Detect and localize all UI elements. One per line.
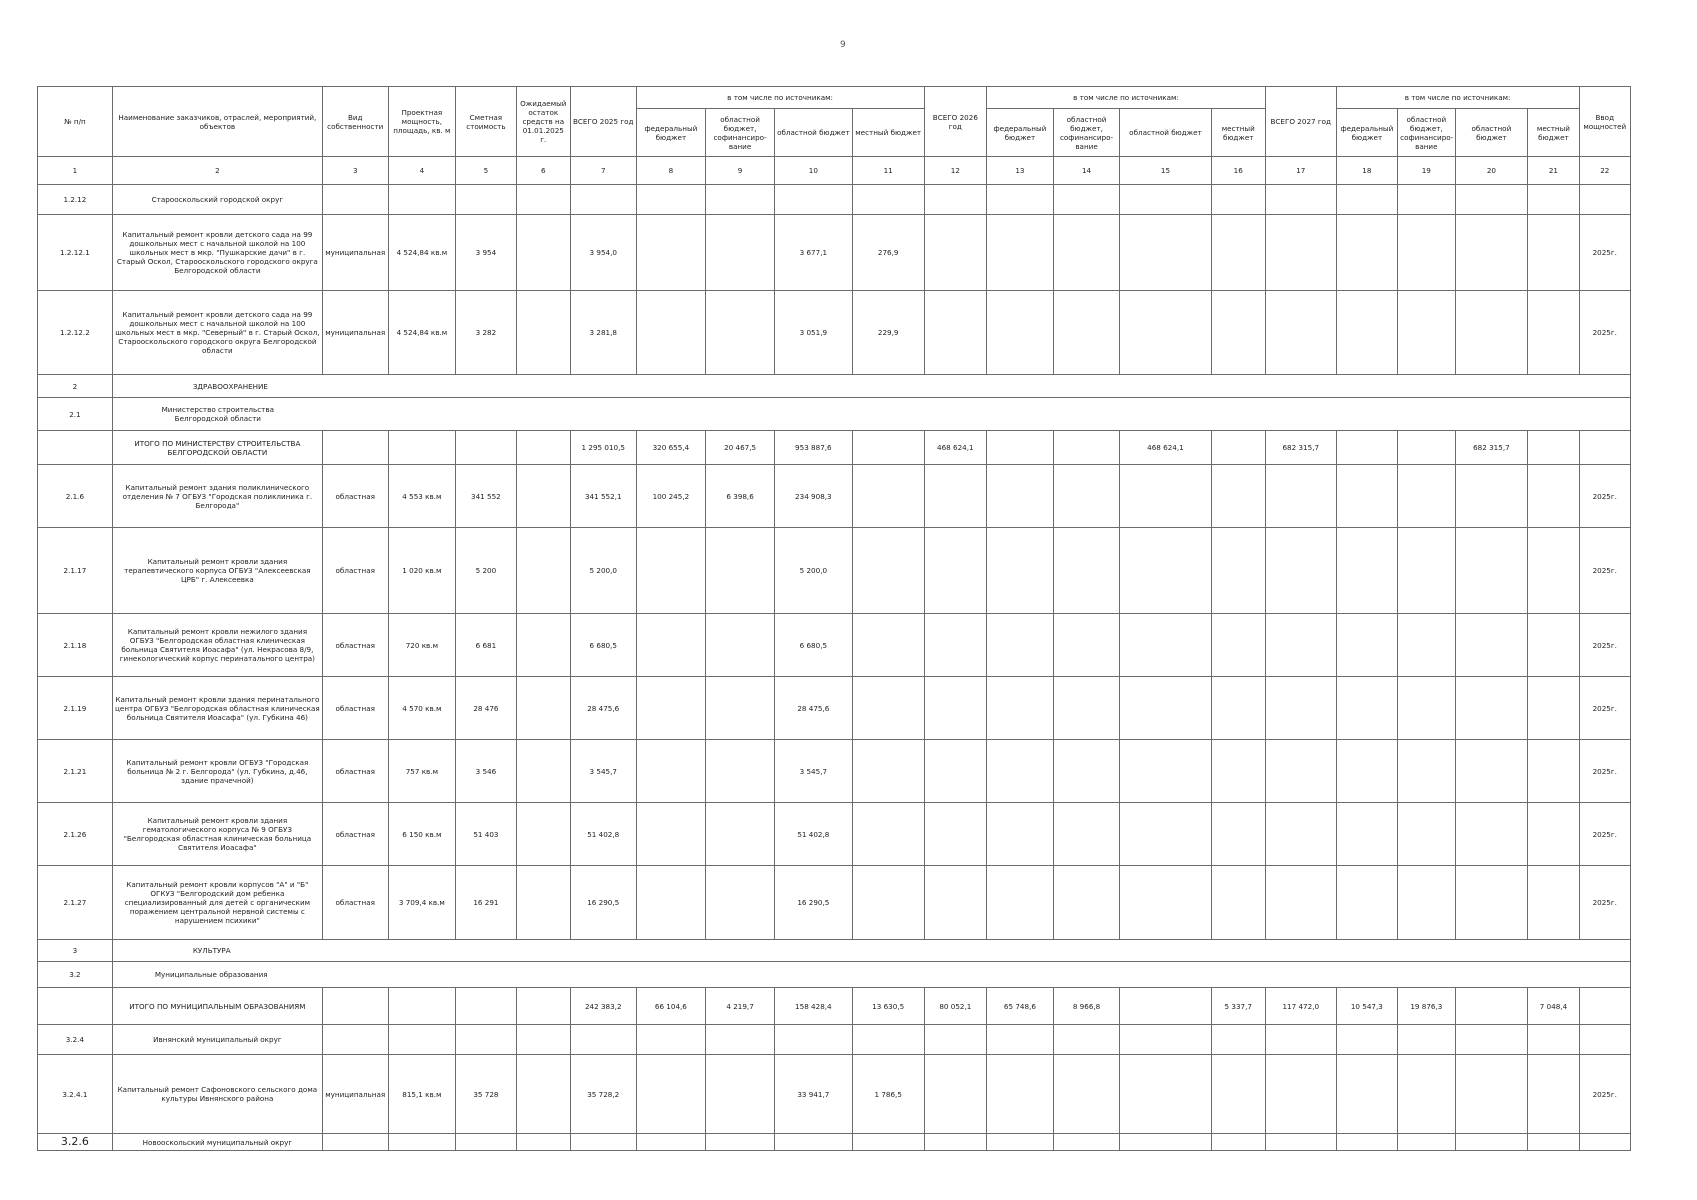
section-title: Новооскольский муниципальный округ bbox=[112, 1134, 322, 1151]
col-head-total-2025: ВСЕГО 2025 год bbox=[570, 87, 636, 157]
regional-2025: 6 680,5 bbox=[774, 614, 852, 677]
estimated-cost: 341 552 bbox=[456, 465, 516, 528]
col-head-local-2025: местный бюджет bbox=[852, 109, 924, 157]
row-number: 3.2.4.1 bbox=[38, 1055, 113, 1134]
total-2026: 468 624,1 bbox=[924, 431, 987, 465]
col-head-cofinancing-2027: областной бюджет, софинансиро-вание bbox=[1398, 109, 1455, 157]
capacity: 4 524,84 кв.м bbox=[388, 215, 456, 291]
total-2025: 35 728,2 bbox=[570, 1055, 636, 1134]
table-row bbox=[38, 677, 1631, 740]
row-number: 1.2.12 bbox=[38, 185, 113, 215]
local-2025: 13 630,5 bbox=[852, 988, 924, 1025]
capacity-input: 2025г. bbox=[1579, 866, 1630, 940]
regional-2027: 682 315,7 bbox=[1455, 431, 1528, 465]
row-number: 2.1.26 bbox=[38, 803, 113, 866]
local-2027: 7 048,4 bbox=[1528, 988, 1579, 1025]
object-name: Капитальный ремонт кровли здания гематологического корпуса № 9 ОГБУЗ "Белгородская областная клиническая больница Святителя Иоасафа" bbox=[112, 803, 322, 866]
table-row bbox=[38, 215, 1631, 291]
col-head-regional-2026: областной бюджет bbox=[1120, 109, 1211, 157]
section-title: Старооскольский городской округ bbox=[112, 185, 322, 215]
column-number: 22 bbox=[1579, 157, 1630, 185]
object-name: Капитальный ремонт кровли ОГБУЗ "Городская больница № 2 г. Белгорода" (ул. Губкина, д.46, здание прачечной) bbox=[112, 740, 322, 803]
capacity: 4 524,84 кв.м bbox=[388, 291, 456, 375]
local-2025: 229,9 bbox=[852, 291, 924, 375]
regional-2025: 953 887,6 bbox=[774, 431, 852, 465]
column-number: 20 bbox=[1455, 157, 1528, 185]
table-row bbox=[38, 528, 1631, 614]
column-number: 5 bbox=[456, 157, 516, 185]
row-number: 2.1.6 bbox=[38, 465, 113, 528]
column-number: 14 bbox=[1053, 157, 1120, 185]
column-number: 19 bbox=[1398, 157, 1455, 185]
estimated-cost: 6 681 bbox=[456, 614, 516, 677]
cofinancing-2025: 20 467,5 bbox=[706, 431, 775, 465]
ownership: областная bbox=[322, 677, 388, 740]
section-row bbox=[38, 940, 1631, 962]
ownership: областная bbox=[322, 465, 388, 528]
column-number: 21 bbox=[1528, 157, 1579, 185]
col-head-capacity-input: Ввод мощностей bbox=[1579, 87, 1630, 157]
table-row bbox=[38, 465, 1631, 528]
estimated-cost: 35 728 bbox=[456, 1055, 516, 1134]
table-row bbox=[38, 803, 1631, 866]
capacity-input: 2025г. bbox=[1579, 614, 1630, 677]
local-2025: 276,9 bbox=[852, 215, 924, 291]
section-row bbox=[38, 375, 1631, 398]
row-number: 2.1.18 bbox=[38, 614, 113, 677]
col-head-regional-2025: областной бюджет bbox=[774, 109, 852, 157]
column-number: 15 bbox=[1120, 157, 1211, 185]
column-number: 3 bbox=[322, 157, 388, 185]
cofinancing-2026: 8 966,8 bbox=[1053, 988, 1120, 1025]
col-head-total-2026: ВСЕГО 2026 год bbox=[924, 87, 987, 157]
column-number: 1 bbox=[38, 157, 113, 185]
col-head-total-2027: ВСЕГО 2027 год bbox=[1265, 87, 1336, 157]
total-2025: 3 281,8 bbox=[570, 291, 636, 375]
column-number: 6 bbox=[516, 157, 570, 185]
column-number: 12 bbox=[924, 157, 987, 185]
row-number: 2.1.17 bbox=[38, 528, 113, 614]
section-title bbox=[112, 398, 1630, 431]
ownership: муниципальная bbox=[322, 1055, 388, 1134]
table-row bbox=[38, 291, 1631, 375]
total-2025: 1 295 010,5 bbox=[570, 431, 636, 465]
table-row bbox=[38, 614, 1631, 677]
section-row bbox=[38, 1134, 1631, 1151]
ownership: областная bbox=[322, 528, 388, 614]
regional-2025: 158 428,4 bbox=[774, 988, 852, 1025]
object-name: Капитальный ремонт кровли корпусов "А" и "Б" ОГКУЗ "Белгородский дом ребенка специализированный для детей с органическим поражением центральной нервной системы с нарушением психики" bbox=[112, 866, 322, 940]
regional-2025: 16 290,5 bbox=[774, 866, 852, 940]
cofinancing-2025: 6 398,6 bbox=[706, 465, 775, 528]
section-title: Ивнянский муниципальный округ bbox=[112, 1025, 322, 1055]
total-2025: 16 290,5 bbox=[570, 866, 636, 940]
col-head-local-2027: местный бюджет bbox=[1528, 109, 1579, 157]
row-number: 2.1.21 bbox=[38, 740, 113, 803]
section-row bbox=[38, 962, 1631, 988]
investment-table bbox=[37, 86, 1631, 1151]
col-head-number: № п/п bbox=[38, 87, 113, 157]
table-row bbox=[38, 866, 1631, 940]
col-head-cofinancing-2025: областной бюджет, софинансиро-вание bbox=[706, 109, 775, 157]
regional-2025: 234 908,3 bbox=[774, 465, 852, 528]
column-number: 18 bbox=[1336, 157, 1398, 185]
regional-2025: 5 200,0 bbox=[774, 528, 852, 614]
column-number: 13 bbox=[987, 157, 1054, 185]
estimated-cost: 3 282 bbox=[456, 291, 516, 375]
estimated-cost: 5 200 bbox=[456, 528, 516, 614]
estimated-cost: 28 476 bbox=[456, 677, 516, 740]
capacity: 3 709,4 кв.м bbox=[388, 866, 456, 940]
section-row bbox=[38, 398, 1631, 431]
capacity-input: 2025г. bbox=[1579, 677, 1630, 740]
total-title: ИТОГО ПО МУНИЦИПАЛЬНЫМ ОБРАЗОВАНИЯМ bbox=[112, 988, 322, 1025]
regional-2025: 3 677,1 bbox=[774, 215, 852, 291]
object-name: Капитальный ремонт здания поликлинического отделения № 7 ОГБУЗ "Городская поликлиника г. Белгорода" bbox=[112, 465, 322, 528]
column-number: 2 bbox=[112, 157, 322, 185]
capacity-input: 2025г. bbox=[1579, 803, 1630, 866]
col-head-cofinancing-2026: областной бюджет, софинансиро-вание bbox=[1053, 109, 1120, 157]
capacity: 4 553 кв.м bbox=[388, 465, 456, 528]
ownership: областная bbox=[322, 614, 388, 677]
regional-2026: 468 624,1 bbox=[1120, 431, 1211, 465]
capacity: 4 570 кв.м bbox=[388, 677, 456, 740]
row-number: 2.1 bbox=[38, 398, 113, 431]
col-head-regional-2027: областной бюджет bbox=[1455, 109, 1528, 157]
ownership: муниципальная bbox=[322, 215, 388, 291]
col-head-ownership: Вид собственности bbox=[322, 87, 388, 157]
column-number: 9 bbox=[706, 157, 775, 185]
row-number: 1.2.12.2 bbox=[38, 291, 113, 375]
column-number: 16 bbox=[1211, 157, 1265, 185]
sources-head-2027: в том числе по источникам: bbox=[1336, 87, 1579, 109]
col-head-local-2026: местный бюджет bbox=[1211, 109, 1265, 157]
object-name: Капитальный ремонт Сафоновского сельского дома культуры Ивнянского района bbox=[112, 1055, 322, 1134]
capacity: 815,1 кв.м bbox=[388, 1055, 456, 1134]
total-2025: 51 402,8 bbox=[570, 803, 636, 866]
local-2026: 5 337,7 bbox=[1211, 988, 1265, 1025]
total-2026: 80 052,1 bbox=[924, 988, 987, 1025]
estimated-cost: 3 546 bbox=[456, 740, 516, 803]
column-number: 8 bbox=[636, 157, 706, 185]
capacity-input: 2025г. bbox=[1579, 465, 1630, 528]
estimated-cost: 16 291 bbox=[456, 866, 516, 940]
col-head-federal-2027: федеральный бюджет bbox=[1336, 109, 1398, 157]
section-row bbox=[38, 185, 1631, 215]
capacity: 6 150 кв.м bbox=[388, 803, 456, 866]
regional-2025: 3 051,9 bbox=[774, 291, 852, 375]
regional-2025: 33 941,7 bbox=[774, 1055, 852, 1134]
row-number: 2 bbox=[38, 375, 113, 398]
page-number: 9 bbox=[840, 40, 846, 50]
row-number: 2.1.19 bbox=[38, 677, 113, 740]
capacity-input: 2025г. bbox=[1579, 291, 1630, 375]
row-number: 3.2 bbox=[38, 962, 113, 988]
object-name: Капитальный ремонт кровли здания перинатального центра ОГБУЗ "Белгородская областная клиническая больница Святителя Иоасафа" (ул. Губкина 46) bbox=[112, 677, 322, 740]
total-2025: 5 200,0 bbox=[570, 528, 636, 614]
col-head-federal-2025: федеральный бюджет bbox=[636, 109, 706, 157]
capacity: 757 кв.м bbox=[388, 740, 456, 803]
section-row bbox=[38, 1025, 1631, 1055]
object-name: Капитальный ремонт кровли здания терапевтического корпуса ОГБУЗ "Алексеевская ЦРБ" г. Алексеевка bbox=[112, 528, 322, 614]
ownership: областная bbox=[322, 740, 388, 803]
object-name: Капитальный ремонт кровли детского сада на 99 дошкольных мест с начальной школой на 100 школьных мест в мкр. "Северный" в г. Старый Оскол, Старооскольского городского округа Белгородской области bbox=[112, 291, 322, 375]
total-title: ИТОГО ПО МИНИСТЕРСТВУ СТРОИТЕЛЬСТВА БЕЛГОРОДСКОЙ ОБЛАСТИ bbox=[112, 431, 322, 465]
estimated-cost: 51 403 bbox=[456, 803, 516, 866]
total-row bbox=[38, 431, 1631, 465]
federal-2025: 100 245,2 bbox=[636, 465, 706, 528]
sources-head-2026: в том числе по источникам: bbox=[987, 87, 1266, 109]
total-2025: 28 475,6 bbox=[570, 677, 636, 740]
total-2027: 682 315,7 bbox=[1265, 431, 1336, 465]
header-row-sources bbox=[38, 87, 1631, 109]
total-row bbox=[38, 988, 1631, 1025]
col-head-name: Наименование заказчиков, отраслей, мероприятий, объектов bbox=[112, 87, 322, 157]
table-row bbox=[38, 1055, 1631, 1134]
section-title-text: Министерство строительства Белгородской области bbox=[161, 405, 275, 423]
capacity: 720 кв.м bbox=[388, 614, 456, 677]
sources-head-2025: в том числе по источникам: bbox=[636, 87, 924, 109]
row-number: 2.1.27 bbox=[38, 866, 113, 940]
capacity: 1 020 кв.м bbox=[388, 528, 456, 614]
column-number: 10 bbox=[774, 157, 852, 185]
row-number: 3.2.4 bbox=[38, 1025, 113, 1055]
row-number: 3 bbox=[38, 940, 113, 962]
federal-2025: 66 104,6 bbox=[636, 988, 706, 1025]
capacity-input: 2025г. bbox=[1579, 215, 1630, 291]
federal-2026: 65 748,6 bbox=[987, 988, 1054, 1025]
column-number: 7 bbox=[570, 157, 636, 185]
federal-2027: 10 547,3 bbox=[1336, 988, 1398, 1025]
col-head-expected-balance: Ожидаемый остаток средств на 01.01.2025 г. bbox=[516, 87, 570, 157]
column-number: 4 bbox=[388, 157, 456, 185]
total-2027: 117 472,0 bbox=[1265, 988, 1336, 1025]
estimated-cost: 3 954 bbox=[456, 215, 516, 291]
object-name: Капитальный ремонт кровли детского сада на 99 дошкольных мест с начальной школой на 100 школьных мест в мкр. "Пушкарские дачи" в г. Старый Оскол, Старооскольского городского округа Белгородской области bbox=[112, 215, 322, 291]
total-2025: 3 545,7 bbox=[570, 740, 636, 803]
section-title: Муниципальные образования bbox=[112, 962, 1630, 988]
col-head-capacity: Проектная мощность, площадь, кв. м bbox=[388, 87, 456, 157]
ownership: муниципальная bbox=[322, 291, 388, 375]
capacity-input: 2025г. bbox=[1579, 528, 1630, 614]
row-number: 1.2.12.1 bbox=[38, 215, 113, 291]
column-number: 17 bbox=[1265, 157, 1336, 185]
total-2025: 242 383,2 bbox=[570, 988, 636, 1025]
total-2025: 341 552,1 bbox=[570, 465, 636, 528]
regional-2025: 3 545,7 bbox=[774, 740, 852, 803]
table-row bbox=[38, 740, 1631, 803]
total-2025: 3 954,0 bbox=[570, 215, 636, 291]
col-head-estimated-cost: Сметная стоимость bbox=[456, 87, 516, 157]
federal-2025: 320 655,4 bbox=[636, 431, 706, 465]
capacity-input: 2025г. bbox=[1579, 1055, 1630, 1134]
regional-2025: 51 402,8 bbox=[774, 803, 852, 866]
regional-2025: 28 475,6 bbox=[774, 677, 852, 740]
local-2025: 1 786,5 bbox=[852, 1055, 924, 1134]
row-number: 3.2.6 bbox=[38, 1134, 113, 1151]
ownership: областная bbox=[322, 866, 388, 940]
total-2025: 6 680,5 bbox=[570, 614, 636, 677]
section-title: КУЛЬТУРА bbox=[112, 940, 1630, 962]
capacity-input: 2025г. bbox=[1579, 740, 1630, 803]
cofinancing-2027: 19 876,3 bbox=[1398, 988, 1455, 1025]
column-number-row bbox=[38, 157, 1631, 185]
section-title: ЗДРАВООХРАНЕНИЕ bbox=[112, 375, 1630, 398]
cofinancing-2025: 4 219,7 bbox=[706, 988, 775, 1025]
column-number: 11 bbox=[852, 157, 924, 185]
object-name: Капитальный ремонт кровли нежилого здания ОГБУЗ "Белгородская областная клиническая больница Святителя Иоасафа" (ул. Некрасова 8/9, гинекологический корпус перинатального центра) bbox=[112, 614, 322, 677]
col-head-federal-2026: федеральный бюджет bbox=[987, 109, 1054, 157]
ownership: областная bbox=[322, 803, 388, 866]
